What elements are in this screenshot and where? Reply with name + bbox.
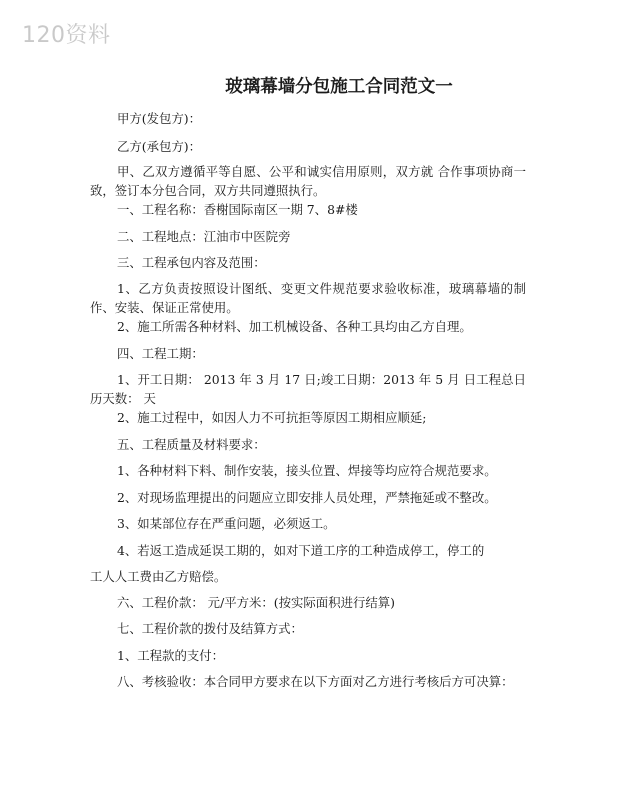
party-b-line: 乙方(承包方)： (117, 139, 202, 154)
project-name-line: 一、工程名称：香榭国际南区一期 7、8#楼 (117, 202, 358, 217)
preamble-paragraph: 甲、乙双方遵循平等自愿、公平和诚实信用原则，双方就 合作事项协商一致，签订本分包合同，双方共同遵照执行。 (90, 164, 526, 198)
quality-item-1: 1、各种材料下料、制作安装，接头位置、焊接等均应符合规范要求。 (117, 463, 497, 478)
payment-item-1: 1、工程款的支付： (117, 648, 225, 663)
scope-item-1: 1、乙方负责按照设计图纸、变更文件规范要求验收标准，玻璃幕墙的制作、安装、保证正常使用。 (90, 281, 526, 315)
payment-heading: 七、工程价款的拨付及结算方式： (117, 621, 303, 636)
quality-item-4-continued: 工人人工费由乙方赔偿。 (90, 569, 227, 584)
quality-item-3: 3、如某部位存在严重问题，必须返工。 (117, 516, 336, 531)
scope-item-2: 2、施工所需各种材料、加工机械设备、各种工具均由乙方自理。 (117, 319, 472, 334)
schedule-item-1: 1、开工日期： 2013 年 3 月 17 日;竣工日期：2013 年 5 月 日工程总日历天数： 天 (90, 372, 526, 406)
schedule-item-2: 2、施工过程中，如因人力不可抗拒等原因工期相应顺延; (117, 410, 427, 425)
quality-item-4: 4、若返工造成延误工期的，如对下道工序的工种造成停工，停工的 (117, 543, 485, 558)
document-title: 玻璃幕墙分包施工合同范文一 (225, 77, 453, 97)
price-line: 六、工程价款： 元/平方米：(按实际面积进行结算) (117, 595, 395, 610)
scope-heading: 三、工程承包内容及范围： (117, 255, 266, 270)
acceptance-heading: 八、考核验收：本合同甲方要求在以下方面对乙方进行考核后方可决算： (117, 674, 514, 689)
party-a-line: 甲方(发包方)： (117, 111, 202, 126)
schedule-heading: 四、工程工期： (117, 346, 204, 361)
quality-heading: 五、工程质量及材料要求： (117, 437, 266, 452)
project-location-line: 二、工程地点：江油市中医院旁 (117, 229, 291, 244)
quality-item-2: 2、对现场监理提出的问题应立即安排人员处理，严禁拖延或不整改。 (117, 490, 497, 505)
watermark: 120资料 (22, 23, 111, 48)
